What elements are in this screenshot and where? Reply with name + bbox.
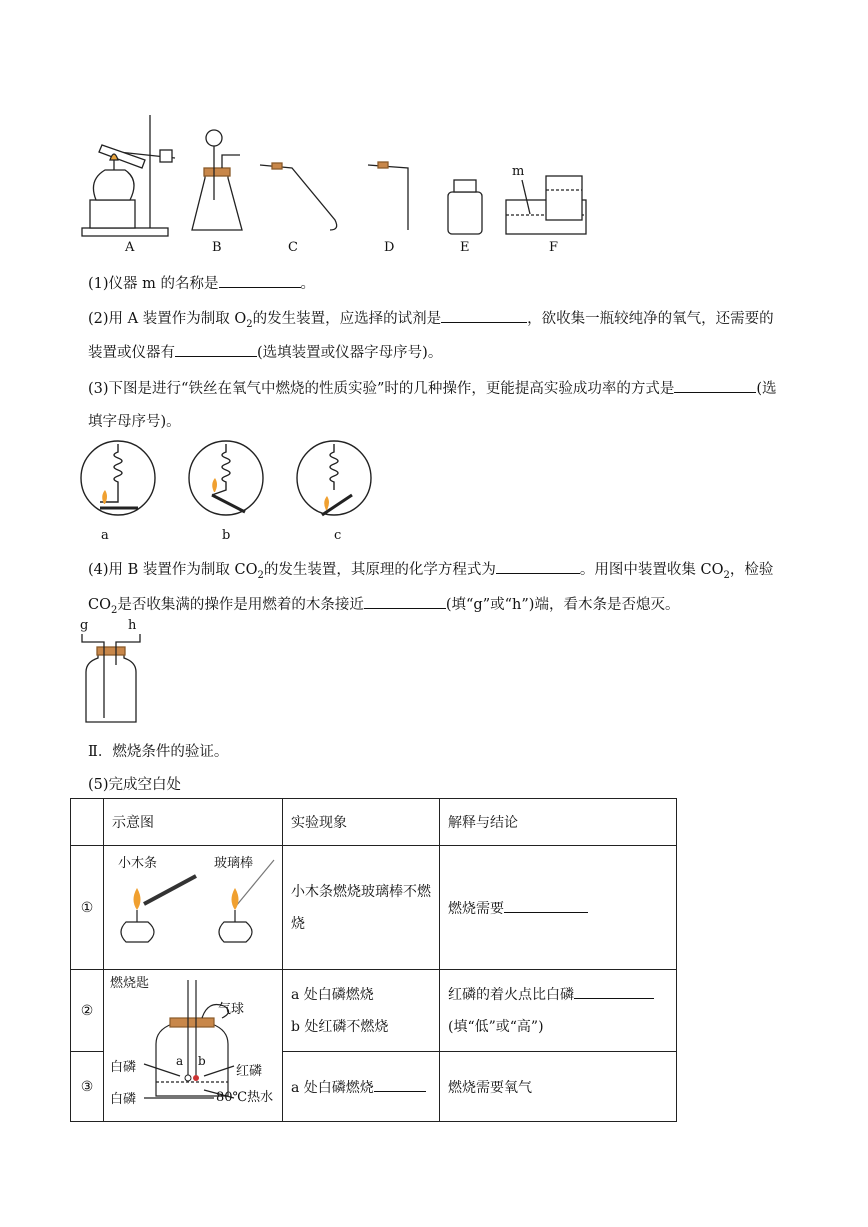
header-diagram: 示意图	[104, 799, 283, 846]
fig-label-white-p-2: 白磷	[110, 1092, 137, 1107]
label-h: h	[128, 618, 137, 633]
label-D: D	[384, 240, 395, 255]
fig-label-wood: 小木条	[118, 856, 158, 871]
label-a: a	[101, 528, 109, 543]
phenomenon-3: a 处白磷燃烧	[283, 1052, 440, 1122]
phenomenon-1: 小木条燃烧玻璃棒不燃烧	[283, 846, 440, 970]
fig-label-hot-water: 80℃热水	[216, 1090, 274, 1105]
diagram-cell-1	[104, 846, 283, 970]
table-row: ③ a 处白磷燃烧 燃烧需要氧气	[71, 1052, 677, 1122]
table-header-row	[71, 799, 677, 846]
iron-wire-figure	[0, 440, 868, 540]
question-2-line2: 装置或仪器有 (选填装置或仪器字母序号)。	[88, 341, 442, 362]
label-b: b	[222, 528, 231, 543]
table-row: ① 小木条 玻璃棒 小木条燃烧玻璃棒不燃烧 燃烧需要	[71, 846, 677, 970]
answer-blank-5b[interactable]	[574, 984, 654, 999]
diagram-cell-2	[104, 970, 283, 1122]
label-A: A	[125, 240, 135, 255]
label-F: F	[549, 240, 559, 255]
fig-label-a: a	[176, 1054, 184, 1068]
apparatus-figure	[0, 0, 868, 260]
section-2-title: Ⅱ．燃烧条件的验证。	[88, 744, 229, 760]
question-3-line1: (3)下图是进行“铁丝在氧气中燃烧的性质实验”时的几种操作，更能提高实验成功率的方式是 (选	[88, 377, 777, 398]
answer-blank-2a[interactable]	[441, 308, 527, 323]
header-conclusion: 解释与结论	[440, 799, 677, 846]
label-C: C	[288, 240, 298, 255]
question-4-line2: $CO_2$是否收集满的操作是用燃着的木条接近 (填“g”或“h”)端，看木条是否熄灭。	[88, 593, 679, 616]
question-5: (5)完成空白处	[88, 777, 182, 793]
fig-label-balloon: 气球	[218, 1002, 245, 1017]
label-B: B	[212, 240, 222, 255]
label-c: c	[334, 528, 342, 543]
answer-blank-1[interactable]	[219, 273, 301, 288]
answer-blank-4a[interactable]	[496, 559, 580, 574]
label-m: m	[512, 164, 525, 179]
gas-bottle-figure	[0, 620, 868, 740]
question-3-line2: 填字母序号)。	[88, 414, 181, 430]
experiment-table	[70, 798, 677, 1122]
header-phenomenon: 实验现象	[283, 799, 440, 846]
answer-blank-5c[interactable]	[374, 1077, 426, 1092]
question-2-line1: (2)用 A 装置作为制取 $O_2$的发生装置，应选择的试剂是 ，欲收集一瓶较纯净的氧气，还需要的	[88, 307, 774, 330]
fig-label-b: b	[198, 1054, 206, 1068]
answer-blank-4b[interactable]	[364, 594, 446, 609]
fig-label-white-p: 白磷	[110, 1060, 137, 1075]
table-row: ② 燃烧匙 气球 白磷 红磷 白磷 80℃热水 a b a 处白磷燃烧 b 处红磷不燃烧 红磷的着火点比白磷 (填“低”或“高”)	[71, 970, 677, 1052]
fig-label-red-p: 红磷	[236, 1064, 263, 1079]
question-4-line1: (4)用 B 装置作为制取 $CO_2$的发生装置，其原理的化学方程式为 。用图中装置收集 $CO_2$，检验	[88, 558, 773, 581]
conclusion-1: 燃烧需要	[440, 846, 677, 970]
conclusion-3: 燃烧需要氧气	[440, 1052, 677, 1122]
answer-blank-3[interactable]	[674, 378, 756, 393]
answer-blank-5a[interactable]	[504, 898, 588, 913]
answer-blank-2b[interactable]	[175, 342, 257, 357]
label-g: g	[80, 618, 89, 633]
label-E: E	[460, 240, 470, 255]
phenomenon-2: a 处白磷燃烧 b 处红磷不燃烧	[283, 970, 440, 1052]
fig-label-glass-rod: 玻璃棒	[214, 856, 254, 871]
question-1: (1)仪器 m 的名称是 。	[88, 272, 315, 293]
fig-label-spoon: 燃烧匙	[110, 976, 150, 991]
conclusion-2: 红磷的着火点比白磷 (填“低”或“高”)	[440, 970, 677, 1052]
